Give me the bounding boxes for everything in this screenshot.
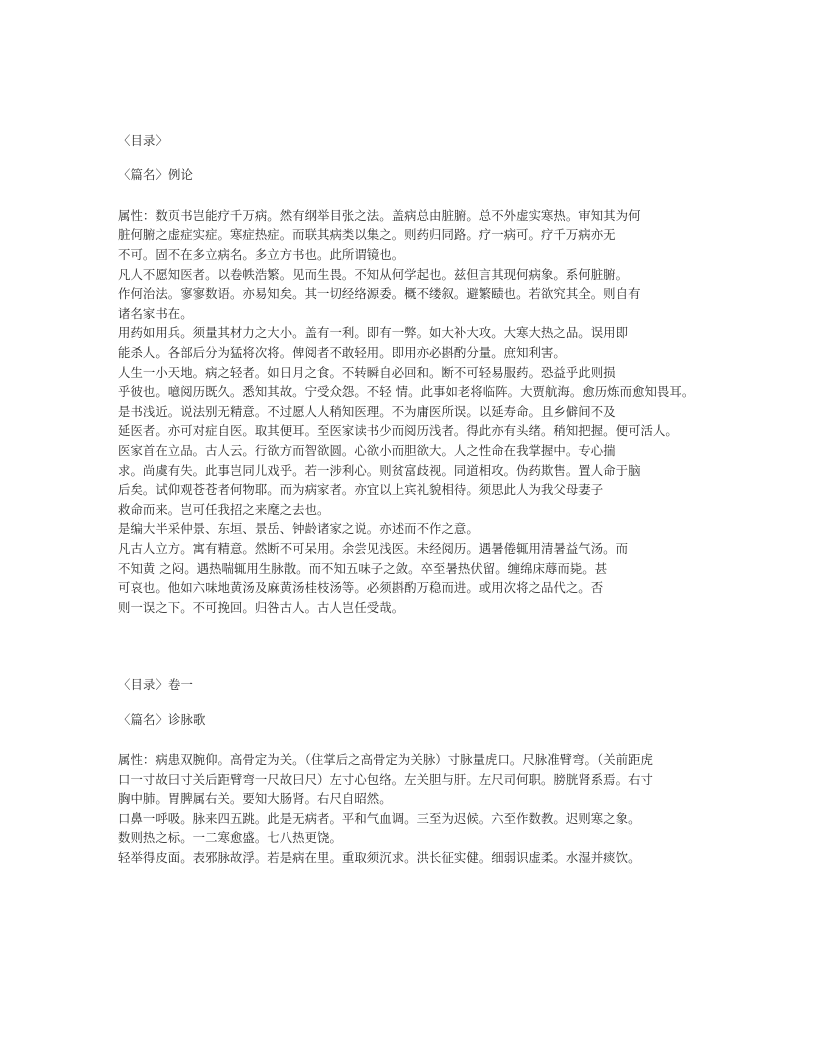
text-line: 用药如用兵。须量其材力之大小。盖有一利。即有一弊。如大补大攻。大寒大热之品。误用即	[118, 325, 629, 341]
text-line: 属性：病患双腕仰。高骨定为关。（住掌后之高骨定为关脉）寸脉量虎口。尺脉准臂弯。（关前距虎	[118, 752, 653, 768]
text-line: 是书浅近。说法别无精意。不过愿人人稍知医理。不为庸医所误。以延寿命。且乡僻间不及	[118, 403, 616, 419]
section-divider-space	[118, 617, 720, 679]
document-section-zhenmai-ge	[118, 679, 720, 867]
text-line: 作何治法。寥寥数语。亦易知矣。其一切经络源委。概不缕叙。避繁赜也。若欲究其全。则自有	[118, 286, 641, 302]
text-line: 人生一小天地。病之轻者。如日月之食。不转瞬自必回和。断不可轻易服药。恐益乎此则损	[118, 364, 616, 380]
section-body-1	[118, 206, 720, 617]
text-line: 后矣。试仰观苍苍者何物耶。而为病家者。亦宜以上宾礼貌相待。须思此人为我父母妻子	[118, 482, 604, 498]
section-title-1: 〈篇名〉例论	[118, 167, 193, 183]
text-line: 数则热之标。一二寒愈盛。七八热更饶。	[118, 830, 342, 846]
text-line: 可哀也。他如六味地黄汤及麻黄汤桂枝汤等。必须斟酌万稳而进。或用次将之品代之。否	[118, 580, 604, 596]
text-line: 胸中肺。胃脾属右关。要知大肠肾。右尺自昭然。	[118, 791, 392, 807]
text-line: 是编大半采仲景、东垣、景岳、钟龄诸家之说。亦述而不作之意。	[118, 521, 479, 537]
text-line: 凡古人立方。寓有精意。然断不可呆用。余尝见浅医。未经阅历。遇暑倦辄用清暑益气汤。而	[118, 540, 629, 556]
document-section-example-lun	[118, 135, 720, 617]
text-line: 则一误之下。不可挽回。归咎古人。古人岂任受哉。	[118, 599, 405, 615]
text-line: 延医者。亦可对症自医。取其便耳。至医家读书少而阅历浅者。得此亦有头绪。稍知把握。便可活人。	[118, 423, 678, 439]
text-line: 轻举得皮面。表邪脉故浮。若是病在里。重取须沉求。洪长征实健。细弱识虚柔。水湿并痰饮。	[118, 850, 641, 866]
text-line: 医家首在立品。古人云。行欲方而智欲圆。心欲小而胆欲大。人之性命在我掌握中。专心揣	[118, 442, 616, 458]
text-line: 乎彼也。噫阅历既久。悉知其故。宁受众怨。不轻 情。此事如老将临阵。大贾航海。愈历炼而愈知畏耳。	[118, 384, 695, 400]
text-line: 不可。固不在多立病名。多立方书也。此所谓镜也。	[118, 247, 405, 262]
text-line: 救命而来。岂可任我招之来麾之去也。	[118, 501, 330, 517]
text-line: 求。尚虞有失。此事岂同儿戏乎。若一涉利心。则贫富歧视。同道相攻。伪药欺售。置人命于脑	[118, 462, 641, 478]
text-line: 能杀人。各部后分为猛将次将。俾阅者不敢轻用。即用亦必斟酌分量。庶知利害。	[118, 344, 566, 360]
text-line: 口鼻一呼吸。脉来四五跳。此是无病者。平和气血调。三至为迟候。六至作数教。迟则寒之象。	[118, 810, 641, 826]
text-line: 不知黄 之闷。遇热喘辄用生脉散。而不知五味子之敛。卒至暑热伏留。缠绵床蓐而毙。甚	[118, 560, 608, 576]
text-line: 脏何腑之虚症实症。寒症热症。而联其病类以集之。则药归同路。疗一病可。疗千万病亦无	[118, 227, 616, 243]
text-line: 口一寸故曰寸关后距臂弯一尺故曰尺）左寸心包络。左关胆与肝。左尺司何职。膀胱肾系焉。右寸	[118, 771, 653, 787]
toc-marker-1: 〈目录〉	[118, 133, 168, 148]
toc-marker-2: 〈目录〉卷一	[118, 677, 193, 693]
text-line: 属性：数页书岂能疗千万病。然有纲举目张之法。盖病总由脏腑。总不外虚实寒热。审知其为何	[118, 207, 641, 223]
text-line: 凡人不愿知医者。以卷帙浩繁。见而生畏。不知从何学起也。兹但言其现何病象。系何脏腑。	[118, 266, 629, 282]
section-title-2: 〈篇名〉诊脉歌	[118, 711, 206, 727]
text-line: 诸名家书在。	[118, 305, 193, 321]
section-body-2	[118, 750, 720, 868]
